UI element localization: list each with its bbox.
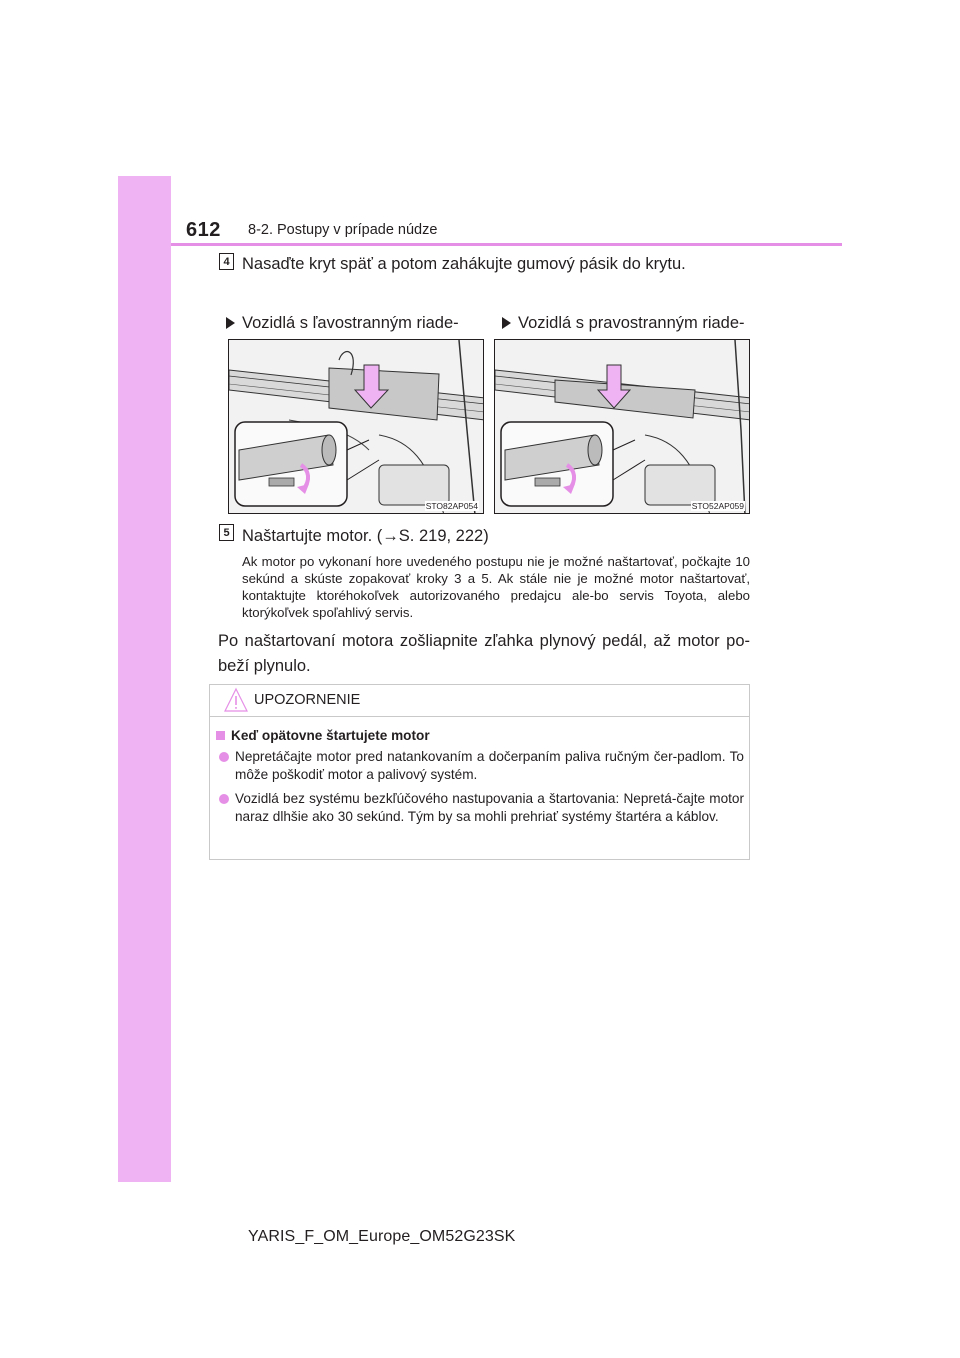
page-number: 612 — [186, 219, 221, 241]
follow-up-text: Po naštartovaní motora zošliapnite zľahka plynový pedál, až motor po-beží plynulo. — [218, 632, 750, 675]
warning-box — [209, 684, 750, 860]
step-number-4: 4 — [219, 253, 234, 270]
variant-left-label: Vozidlá s ľavostranným riade- — [242, 314, 459, 332]
section-title: 8-2. Postupy v prípade núdze — [248, 222, 438, 238]
figure-code: STO52AP059 — [691, 501, 744, 511]
square-bullet-icon — [216, 731, 225, 740]
engine-bay-illustration — [495, 340, 750, 514]
figure-left-hand-drive — [228, 339, 484, 514]
variant-right-label: Vozidlá s pravostranným riade- — [518, 314, 745, 332]
engine-bay-illustration — [229, 340, 484, 514]
footer-doc-id: YARIS_F_OM_Europe_OM52G23SK — [248, 1228, 516, 1245]
triangle-bullet-icon — [226, 317, 235, 329]
side-tab — [118, 176, 171, 1182]
step-5-text: Naštartujte motor. (→S. 219, 222) — [242, 527, 489, 545]
header-rule — [171, 243, 842, 246]
step-number-5: 5 — [219, 524, 234, 541]
triangle-bullet-icon — [502, 317, 511, 329]
figure-code: STO82AP054 — [425, 501, 478, 511]
dot-bullet-icon — [219, 752, 229, 762]
warning-triangle-icon — [224, 687, 248, 713]
dot-bullet-icon — [219, 794, 229, 804]
warning-bullet: Vozidlá bez systému bezkľúčového nastupovania a štartovania: Nepretá-čajte motor naraz dlhšie ako 30 sekúnd. Tým by sa mohli prehriať systémy štartéra a káblov. — [214, 790, 744, 826]
step-4-text: Nasaďte kryt späť a potom zahákujte gumový pásik do krytu. — [242, 255, 686, 273]
warning-bullet: Nepretáčajte motor pred natankovaním a dočerpaním paliva ručným čer-padlom. To môže poškodiť motor a palivový systém. — [214, 748, 744, 784]
warning-header — [210, 685, 749, 717]
step-5-note: Ak motor po vykonaní hore uvedeného postupu nie je možné naštartovať, počkajte 10 sekúnd a skúste zopakovať kroky 3 a 5. Ak stále nie je možné motor naštartovať, kontaktujte ktoréhokoľvek autorizovaného predajcu ale-bo servis Toyota, alebo ktorýkoľvek spoľahlivý servis. — [242, 554, 750, 620]
figure-right-hand-drive — [494, 339, 750, 514]
warning-subtitle: Keď opätovne štartujete motor — [216, 728, 430, 743]
warning-title: UPOZORNENIE — [254, 692, 361, 708]
